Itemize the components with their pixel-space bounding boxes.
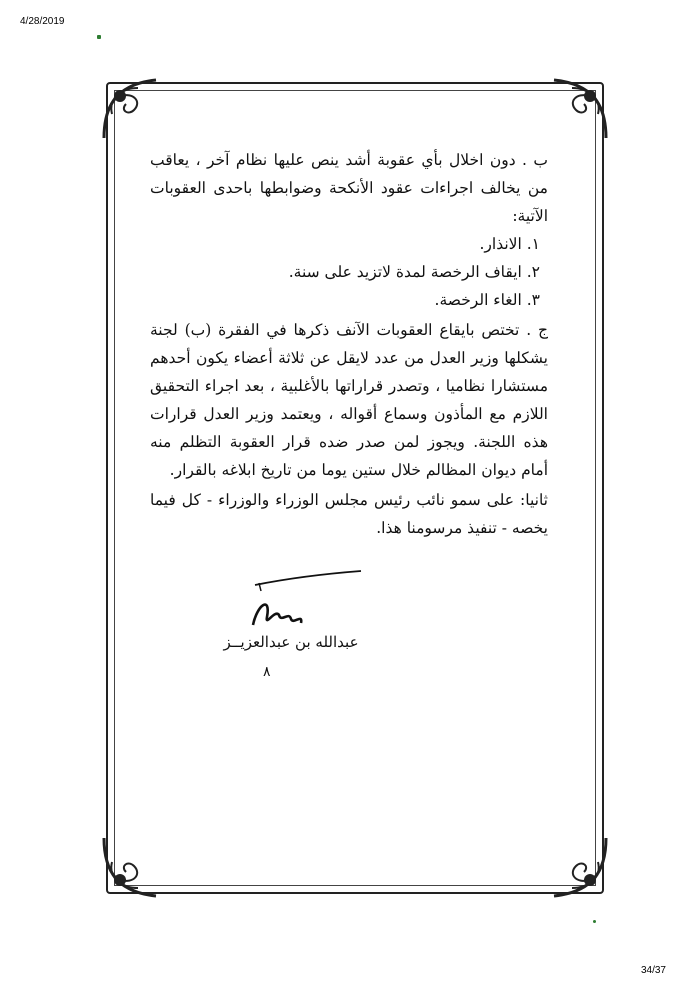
corner-ornament-icon [542, 74, 612, 144]
scan-mark [97, 35, 101, 39]
paragraph-second: ثانيا: على سمو نائب رئيس مجلس الوزراء والوزراء - كل فيما يخصه - تنفيذ مرسومنا هذا. [150, 491, 548, 537]
paragraph-j: ج . تختص بايقاع العقوبات الآنف ذكرها في الفقرة (ب) لجنة يشكلها وزير العدل من عدد لايقل عن ثلاثة أعضاء يكون أحدهم مستشارا نظاميا ، وتصدر قراراتها بالأغلبية ، بعد اجراء التحقيق اللازم مع المأذون وسماع أقواله ، ويعتمد وزير العدل قرارات هذه اللجنة. ويجوز لمن صدر ضده قرار العقوبة التظلم منه أمام ديوان المظالم خلال ستين يوما من تاريخ ابلاغه بالقرار. [150, 321, 548, 479]
signer-name: عبدالله بن عبدالعزيــز [223, 633, 359, 651]
document-mark: ٨ [263, 664, 271, 680]
scan-mark [593, 920, 596, 923]
penalty-item-1: ١. الانذار. [479, 235, 540, 253]
paragraph-b: ب . دون اخلال بأي عقوبة أشد ينص عليها نظام آخر ، يعاقب من يخالف اجراءات عقود الأنكحة وضوابطها باحدى العقوبات الآتية: [150, 151, 548, 225]
corner-ornament-icon [542, 832, 612, 902]
decree-text [150, 146, 548, 542]
penalty-item-2: ٢. ايقاف الرخصة لمدة لاتزيد على سنة. [288, 263, 540, 281]
corner-ornament-icon [98, 74, 168, 144]
page-number: 34/37 [640, 965, 666, 976]
corner-ornament-icon [98, 832, 168, 902]
print-date: 4/28/2019 [20, 16, 65, 27]
penalty-item-3: ٣. الغاء الرخصة. [434, 291, 540, 309]
